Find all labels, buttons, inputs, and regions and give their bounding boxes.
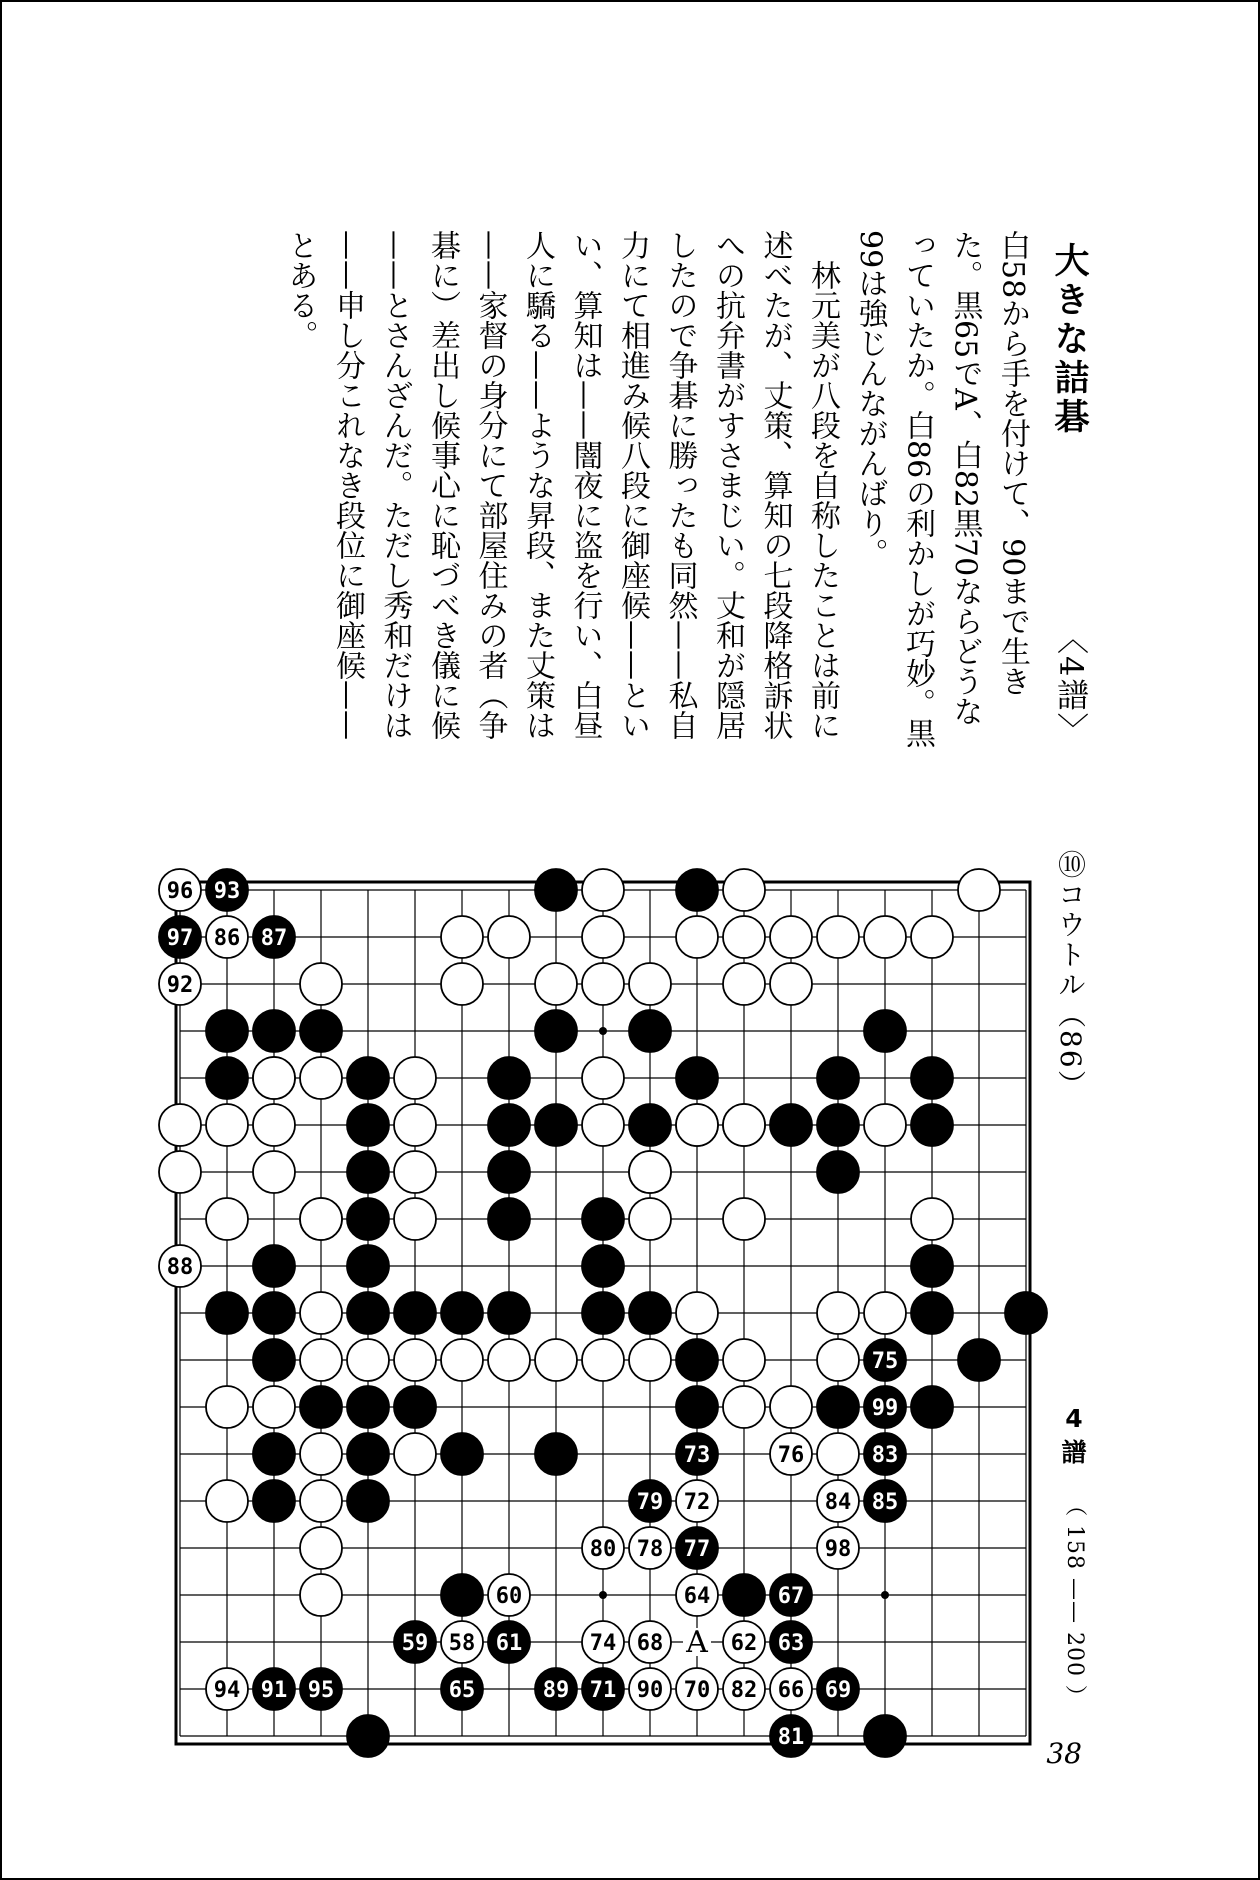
white-stone (488, 916, 530, 958)
black-stone (347, 1151, 389, 1193)
move-number: 92 (166, 973, 194, 998)
page-number: 38 (1046, 1737, 1082, 1770)
move-number: 73 (683, 1443, 711, 1468)
move-number: 96 (166, 879, 194, 904)
white-stone (535, 963, 577, 1005)
white-stone (817, 1339, 859, 1381)
move-number: 90 (636, 1678, 664, 1703)
black-stone (206, 1010, 248, 1052)
black-stone (253, 1339, 295, 1381)
black-stone (911, 1245, 953, 1287)
figure-number: 4 (1065, 1404, 1083, 1433)
black-stone (488, 1198, 530, 1240)
black-stone (347, 1104, 389, 1146)
paragraph-1: 白58から手を付けて、90まで生きた。黒65でA、白82黒70ならどうなっていたか。白86の利かしが巧妙。黒99は強じんながんばり。 (852, 230, 1030, 749)
white-stone (723, 916, 765, 958)
move-number: 83 (871, 1443, 899, 1468)
black-stone (206, 1057, 248, 1099)
move-number: 58 (448, 1631, 476, 1656)
white-stone (253, 1151, 295, 1193)
white-stone (300, 1527, 342, 1569)
black-stone (347, 1245, 389, 1287)
figure-kind: 譜 (1061, 1438, 1087, 1467)
move-number: 62 (730, 1631, 758, 1656)
white-stone (817, 1433, 859, 1475)
move-number: 69 (824, 1678, 852, 1703)
white-stone (723, 1339, 765, 1381)
black-stone (535, 869, 577, 911)
black-stone (441, 1574, 483, 1616)
move-number: 86 (213, 926, 241, 951)
move-number: 72 (683, 1490, 711, 1515)
move-number: 88 (166, 1255, 194, 1280)
range-close: ） (1062, 1685, 1087, 1708)
white-stone (300, 1480, 342, 1522)
white-stone (300, 1292, 342, 1334)
white-stone (394, 1057, 436, 1099)
white-stone (300, 1433, 342, 1475)
black-stone (347, 1715, 389, 1757)
black-stone (723, 1574, 765, 1616)
move-number: 93 (213, 879, 241, 904)
black-stone (253, 1245, 295, 1287)
move-number: 76 (777, 1443, 805, 1468)
star-point (881, 1591, 889, 1599)
star-point (599, 1027, 607, 1035)
white-stone (347, 1339, 389, 1381)
range-open: （ (1062, 1494, 1087, 1517)
white-stone (300, 963, 342, 1005)
white-stone (911, 916, 953, 958)
white-stone (394, 1104, 436, 1146)
black-stone (911, 1386, 953, 1428)
chapter-title: 大きな詰碁 (1049, 242, 1089, 437)
black-stone (488, 1151, 530, 1193)
white-stone (394, 1339, 436, 1381)
black-stone (864, 1010, 906, 1052)
white-stone (206, 1480, 248, 1522)
white-stone (300, 1198, 342, 1240)
black-stone (582, 1245, 624, 1287)
black-stone (535, 1433, 577, 1475)
range-start: 158 (1062, 1525, 1087, 1570)
black-stone (441, 1292, 483, 1334)
white-stone (300, 1574, 342, 1616)
black-stone (629, 1104, 671, 1146)
white-stone (535, 1339, 577, 1381)
move-number: 74 (589, 1631, 617, 1656)
black-stone (817, 1057, 859, 1099)
black-stone (817, 1151, 859, 1193)
white-stone (441, 1339, 483, 1381)
black-stone (911, 1292, 953, 1334)
move-number: 71 (589, 1678, 617, 1703)
paragraph-2: 林元美が八段を自称したことは前に述べたが、丈策、算知の七段降格訴状への抗弁書がすさまじい。丈和が隠居したので争碁に勝ったも同然——私自力にて相進み候八段に御座候——といい、算知は——闇夜に盗を行い、白昼人に驕る——ような昇段、また丈策は——家督の身分にて部屋住みの者（争碁に）差出し候事心に恥づべき儀に候——とさんざんだ。ただし秀和だけは——申し分これなき段位に御座候——とある。 (282, 230, 840, 740)
black-stone (911, 1104, 953, 1146)
white-stone (253, 1057, 295, 1099)
black-stone (535, 1010, 577, 1052)
black-stone (394, 1386, 436, 1428)
white-stone (441, 963, 483, 1005)
black-stone (206, 1292, 248, 1334)
black-stone (582, 1292, 624, 1334)
black-stone (347, 1433, 389, 1475)
black-stone (253, 1480, 295, 1522)
black-stone (817, 1104, 859, 1146)
figure-label (1054, 1402, 1094, 1470)
move-number: 60 (495, 1584, 523, 1609)
body-text (276, 230, 1036, 750)
white-stone (253, 1386, 295, 1428)
white-stone (723, 869, 765, 911)
figure-subtitle: 〈4譜〉 (1052, 622, 1090, 747)
move-number: 77 (683, 1537, 711, 1562)
white-stone (817, 1292, 859, 1334)
white-stone (206, 1386, 248, 1428)
white-stone (864, 1292, 906, 1334)
white-stone (394, 1433, 436, 1475)
move-number: 84 (824, 1490, 852, 1515)
black-stone (347, 1480, 389, 1522)
white-stone (958, 869, 1000, 911)
black-stone (1005, 1292, 1047, 1334)
black-stone (582, 1198, 624, 1240)
move-number: 98 (824, 1537, 852, 1562)
move-number: 82 (730, 1678, 758, 1703)
move-number: 68 (636, 1631, 664, 1656)
move-number: 75 (871, 1349, 899, 1374)
move-number: 87 (260, 926, 288, 951)
white-stone (253, 1104, 295, 1146)
white-stone (676, 1104, 718, 1146)
white-stone (629, 1198, 671, 1240)
black-stone (676, 869, 718, 911)
white-stone (676, 916, 718, 958)
move-number: 85 (871, 1490, 899, 1515)
white-stone (582, 869, 624, 911)
white-stone (723, 963, 765, 1005)
white-stone (394, 1151, 436, 1193)
black-stone (441, 1433, 483, 1475)
white-stone (629, 963, 671, 1005)
black-stone (300, 1386, 342, 1428)
black-stone (770, 1104, 812, 1146)
move-number: 94 (213, 1678, 241, 1703)
black-stone (911, 1057, 953, 1099)
black-stone (347, 1386, 389, 1428)
white-stone (770, 916, 812, 958)
white-stone (582, 1339, 624, 1381)
white-stone (864, 916, 906, 958)
point-label-a: A (686, 1625, 708, 1660)
move-number: 81 (777, 1725, 805, 1750)
move-number: 70 (683, 1678, 711, 1703)
black-stone (347, 1198, 389, 1240)
star-point (599, 1591, 607, 1599)
white-stone (629, 1339, 671, 1381)
white-stone (911, 1198, 953, 1240)
white-stone (676, 1292, 718, 1334)
white-stone (723, 1198, 765, 1240)
move-number: 61 (495, 1631, 523, 1656)
white-stone (159, 1151, 201, 1193)
black-stone (347, 1292, 389, 1334)
go-board (152, 840, 1032, 1750)
move-number: 64 (683, 1584, 711, 1609)
move-number: 78 (636, 1537, 664, 1562)
white-stone (723, 1386, 765, 1428)
white-stone (159, 1104, 201, 1146)
move-range (1059, 1494, 1090, 1708)
white-stone (582, 916, 624, 958)
move-number: 66 (777, 1678, 805, 1703)
move-number: 97 (166, 926, 194, 951)
move-number: 79 (636, 1490, 664, 1515)
white-stone (394, 1198, 436, 1240)
white-stone (582, 1104, 624, 1146)
black-stone (300, 1010, 342, 1052)
black-stone (253, 1292, 295, 1334)
range-end: 200 (1062, 1632, 1087, 1677)
white-stone (300, 1339, 342, 1381)
black-stone (676, 1339, 718, 1381)
black-stone (629, 1010, 671, 1052)
move-number: 59 (401, 1631, 429, 1656)
move-number: 65 (448, 1678, 476, 1703)
black-stone (864, 1715, 906, 1757)
white-stone (770, 963, 812, 1005)
move-number: 80 (589, 1537, 617, 1562)
black-stone (488, 1292, 530, 1334)
black-stone (958, 1339, 1000, 1381)
black-stone (488, 1057, 530, 1099)
move-number: 89 (542, 1678, 570, 1703)
move-number: 95 (307, 1678, 335, 1703)
black-stone (253, 1433, 295, 1475)
white-stone (817, 916, 859, 958)
white-stone (770, 1386, 812, 1428)
white-stone (206, 1198, 248, 1240)
black-stone (488, 1104, 530, 1146)
white-stone (441, 916, 483, 958)
white-stone (300, 1057, 342, 1099)
black-stone (347, 1057, 389, 1099)
white-stone (629, 1151, 671, 1193)
white-stone (488, 1339, 530, 1381)
black-stone (676, 1386, 718, 1428)
white-stone (206, 1104, 248, 1146)
move-number: 91 (260, 1678, 288, 1703)
range-dash: —— (1062, 1578, 1087, 1624)
black-stone (535, 1104, 577, 1146)
move-number: 63 (777, 1631, 805, 1656)
move-number: 99 (871, 1396, 899, 1421)
white-stone (582, 1057, 624, 1099)
black-stone (817, 1386, 859, 1428)
black-stone (394, 1292, 436, 1334)
white-stone (864, 1104, 906, 1146)
black-stone (253, 1010, 295, 1052)
white-stone (582, 963, 624, 1005)
move-number: 67 (777, 1584, 805, 1609)
board-caption: ⑩コウトル（86） (1054, 850, 1087, 1100)
white-stone (723, 1104, 765, 1146)
black-stone (676, 1057, 718, 1099)
black-stone (629, 1292, 671, 1334)
